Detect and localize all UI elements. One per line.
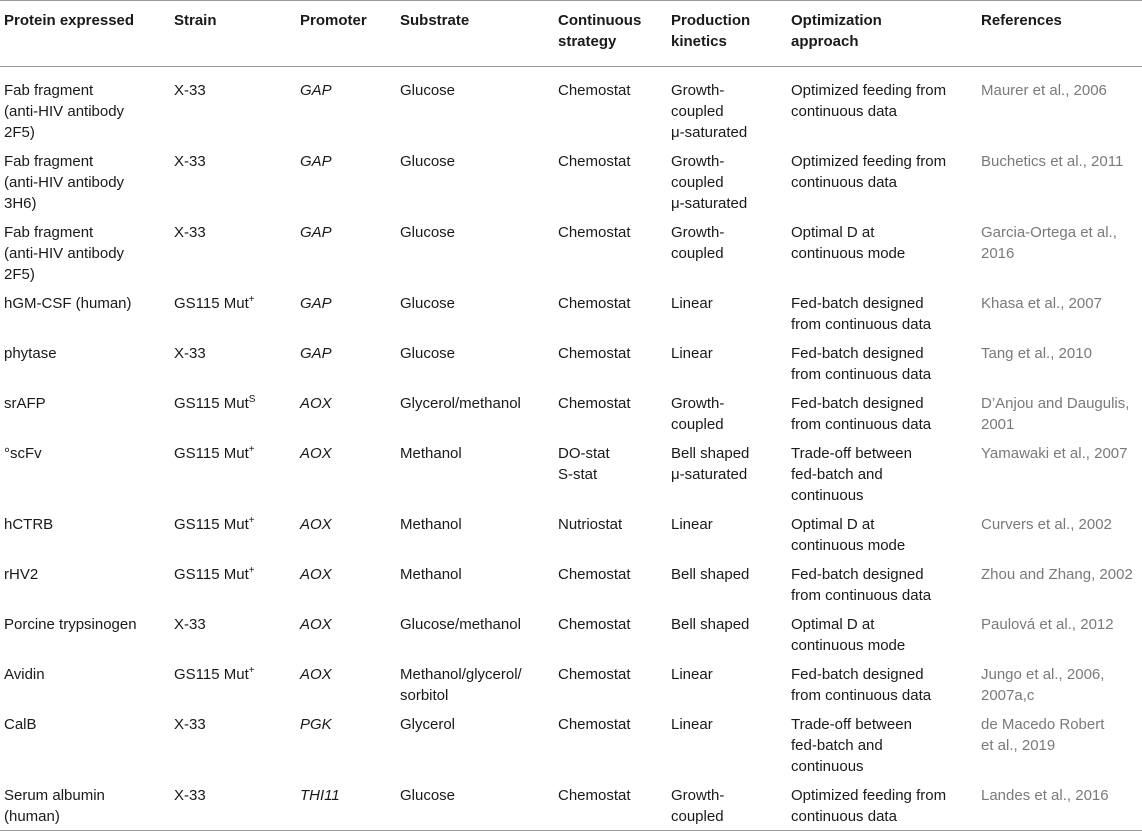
cell-protein: hGM-CSF (human) (4, 295, 132, 312)
table-row (0, 506, 1142, 556)
cell-substrate: Glycerol/methanol (400, 395, 521, 412)
cell-strategy: DO-stat S-stat (558, 445, 610, 483)
cell-protein: Avidin (4, 666, 45, 683)
cell-strategy: Chemostat (558, 666, 631, 683)
cell-strain (170, 67, 296, 144)
cell-protein: Fab fragment (anti-HIV antibody 2F5) (4, 224, 125, 283)
table-row (0, 556, 1142, 606)
cell-protein: Fab fragment (anti-HIV antibody 2F5) (4, 82, 125, 141)
cell-substrate: Glycerol (400, 716, 456, 733)
strain-text: GS115 Mut (174, 395, 249, 412)
strain-superscript: + (248, 444, 255, 455)
cell-optimization: Optimal D at continuous mode (791, 616, 906, 654)
table-body (0, 67, 1142, 831)
table-row (0, 285, 1142, 335)
cell-strain (170, 506, 296, 556)
cell-optimization: Fed-batch designed from continuous data (791, 345, 932, 383)
cell-reference-link[interactable]: D’Anjou and Daugulis, 2001 (981, 395, 1130, 433)
table-row (0, 606, 1142, 656)
cell-substrate: Glucose (400, 345, 456, 362)
cell-kinetics: Linear (671, 516, 713, 533)
cell-substrate: Glucose/methanol (400, 616, 521, 633)
header-row (0, 1, 1142, 67)
header-protein: Protein expressed (0, 1, 170, 67)
cell-optimization: Optimized feeding from continuous data (791, 153, 947, 191)
cell-strategy: Chemostat (558, 616, 631, 633)
cell-protein: hCTRB (4, 516, 54, 533)
cell-promoter: GAP (300, 82, 332, 99)
cell-reference-link[interactable]: Jungo et al., 2006, 2007a,c (981, 666, 1105, 704)
cell-substrate: Glucose (400, 224, 456, 241)
strain-text: GS115 Mut (174, 516, 249, 533)
cell-optimization: Optimal D at continuous mode (791, 224, 906, 262)
strain-text: GS115 Mut (174, 295, 249, 312)
cell-substrate: Glucose (400, 295, 456, 312)
cell-substrate: Glucose (400, 153, 456, 170)
cell-strain (170, 777, 296, 830)
cell-substrate: Methanol (400, 516, 462, 533)
cell-optimization: Optimized feeding from continuous data (791, 82, 947, 120)
table-row (0, 385, 1142, 435)
cell-optimization: Trade-off between fed-batch and continuous (791, 716, 912, 775)
cell-reference-link[interactable]: Yamawaki et al., 2007 (981, 445, 1128, 462)
cell-optimization: Optimal D at continuous mode (791, 516, 906, 554)
cell-reference-link[interactable]: Buchetics et al., 2011 (981, 153, 1124, 170)
cell-reference-link[interactable]: Khasa et al., 2007 (981, 295, 1102, 312)
cell-optimization: Optimized feeding from continuous data (787, 777, 977, 830)
cell-kinetics: Growth- coupled (671, 224, 725, 262)
header-strain: Strain (170, 1, 296, 67)
cell-promoter: GAP (300, 153, 332, 170)
cell-promoter: GAP (300, 345, 332, 362)
cell-promoter: AOX (300, 566, 332, 583)
strain-text: X-33 (174, 345, 206, 362)
cell-strain (170, 285, 296, 335)
table-row (0, 656, 1142, 706)
cell-optimization: Fed-batch designed from continuous data (791, 395, 932, 433)
strain-text: GS115 Mut (174, 566, 249, 583)
table-row (0, 435, 1142, 506)
table-row (0, 335, 1142, 385)
cell-promoter: AOX (300, 516, 332, 533)
cell-strain (170, 143, 296, 214)
header-continuous-strategy: Continuous strategy (554, 1, 667, 67)
strain-superscript: S (248, 394, 256, 405)
strain-text: X-33 (174, 716, 206, 733)
strain-text: GS115 Mut (174, 666, 249, 683)
cell-optimization: Trade-off between fed-batch and continuous (791, 445, 912, 504)
cell-kinetics: Growth- coupled (667, 777, 787, 830)
table-row (0, 777, 1142, 830)
cell-kinetics: Growth- coupled (671, 395, 725, 433)
cell-strategy: Chemostat (558, 345, 631, 362)
cell-protein: srAFP (4, 395, 46, 412)
cell-reference-link[interactable]: Maurer et al., 2006 (981, 82, 1107, 99)
strain-superscript: + (248, 565, 255, 576)
cell-protein: phytase (4, 345, 57, 362)
cell-kinetics: Linear (671, 716, 713, 733)
table-row (0, 706, 1142, 777)
cell-kinetics: Growth- coupled μ-saturated (671, 82, 748, 141)
cell-kinetics: Growth- coupled μ-saturated (671, 153, 748, 212)
cell-protein: Fab fragment (anti-HIV antibody 3H6) (4, 153, 125, 212)
cell-strategy: Nutriostat (558, 516, 623, 533)
cell-strategy: Chemostat (558, 566, 631, 583)
table-row (0, 214, 1142, 285)
cell-kinetics: Bell shaped (671, 566, 750, 583)
cell-protein: °scFv (4, 445, 42, 462)
cell-strategy: Chemostat (558, 295, 631, 312)
cell-substrate: Methanol/glycerol/ sorbitol (400, 666, 522, 704)
cell-reference-link[interactable]: de Macedo Robert et al., 2019 (981, 716, 1105, 754)
cell-promoter: GAP (300, 224, 332, 241)
cell-strategy: Chemostat (558, 153, 631, 170)
cell-protein: CalB (4, 716, 37, 733)
cell-strain (170, 335, 296, 385)
strain-text: X-33 (174, 224, 206, 241)
cell-kinetics: Linear (671, 666, 713, 683)
strain-text: X-33 (174, 616, 206, 633)
cell-strain (170, 556, 296, 606)
strain-superscript: + (248, 515, 255, 526)
header-substrate: Substrate (396, 1, 554, 67)
strain-text: X-33 (174, 787, 206, 804)
cell-promoter: AOX (300, 616, 332, 633)
cell-strain (170, 606, 296, 656)
header-references: References (977, 1, 1142, 67)
cell-promoter: THI11 (296, 777, 396, 830)
cell-protein: rHV2 (4, 566, 39, 583)
header-promoter: Promoter (296, 1, 396, 67)
cell-promoter: AOX (300, 395, 332, 412)
cell-kinetics: Linear (671, 295, 713, 312)
cell-promoter: AOX (300, 445, 332, 462)
cell-kinetics: Linear (671, 345, 713, 362)
cell-strategy: Chemostat (558, 224, 631, 241)
cell-promoter: AOX (300, 666, 332, 683)
cell-reference-link[interactable]: Landes et al., 2016 (977, 777, 1142, 830)
header-optimization-approach: Optimization approach (787, 1, 977, 67)
table-row (0, 67, 1142, 144)
cell-strategy: Chemostat (558, 716, 631, 733)
cell-strain (170, 385, 296, 435)
cell-strain (170, 706, 296, 777)
cell-optimization: Fed-batch designed from continuous data (791, 666, 932, 704)
cell-strain (170, 214, 296, 285)
cell-strategy: Chemostat (558, 82, 631, 99)
cell-reference-link[interactable]: Zhou and Zhang, 2002 (981, 566, 1133, 583)
cell-reference-link[interactable]: Curvers et al., 2002 (981, 516, 1112, 533)
cell-strategy: Chemostat (554, 777, 667, 830)
cell-strain (170, 656, 296, 706)
cell-promoter: PGK (300, 716, 332, 733)
cell-reference-link[interactable]: Tang et al., 2010 (981, 345, 1092, 362)
cell-substrate: Glucose (396, 777, 554, 830)
cell-strategy: Chemostat (558, 395, 631, 412)
cell-reference-link[interactable]: Garcia-Ortega et al., 2016 (981, 224, 1117, 262)
cell-protein: Serum albumin (human) (0, 777, 170, 830)
strain-text: X-33 (174, 82, 206, 99)
cell-promoter: GAP (300, 295, 332, 312)
cell-optimization: Fed-batch designed from continuous data (791, 295, 932, 333)
table-row (0, 143, 1142, 214)
cell-kinetics: Bell shaped μ-saturated (671, 445, 750, 483)
strain-superscript: + (248, 294, 255, 305)
cell-substrate: Glucose (400, 82, 456, 99)
strain-text: GS115 Mut (174, 445, 249, 462)
cell-kinetics: Bell shaped (671, 616, 750, 633)
cell-substrate: Methanol (400, 445, 462, 462)
cell-optimization: Fed-batch designed from continuous data (791, 566, 932, 604)
strain-text: X-33 (174, 153, 206, 170)
cell-protein: Porcine trypsinogen (4, 616, 137, 633)
header-production-kinetics: Production kinetics (667, 1, 787, 67)
cell-reference-link[interactable]: Paulová et al., 2012 (981, 616, 1114, 633)
cell-strain (170, 435, 296, 506)
strain-superscript: + (248, 665, 255, 676)
cell-substrate: Methanol (400, 566, 462, 583)
table-header (0, 1, 1142, 67)
